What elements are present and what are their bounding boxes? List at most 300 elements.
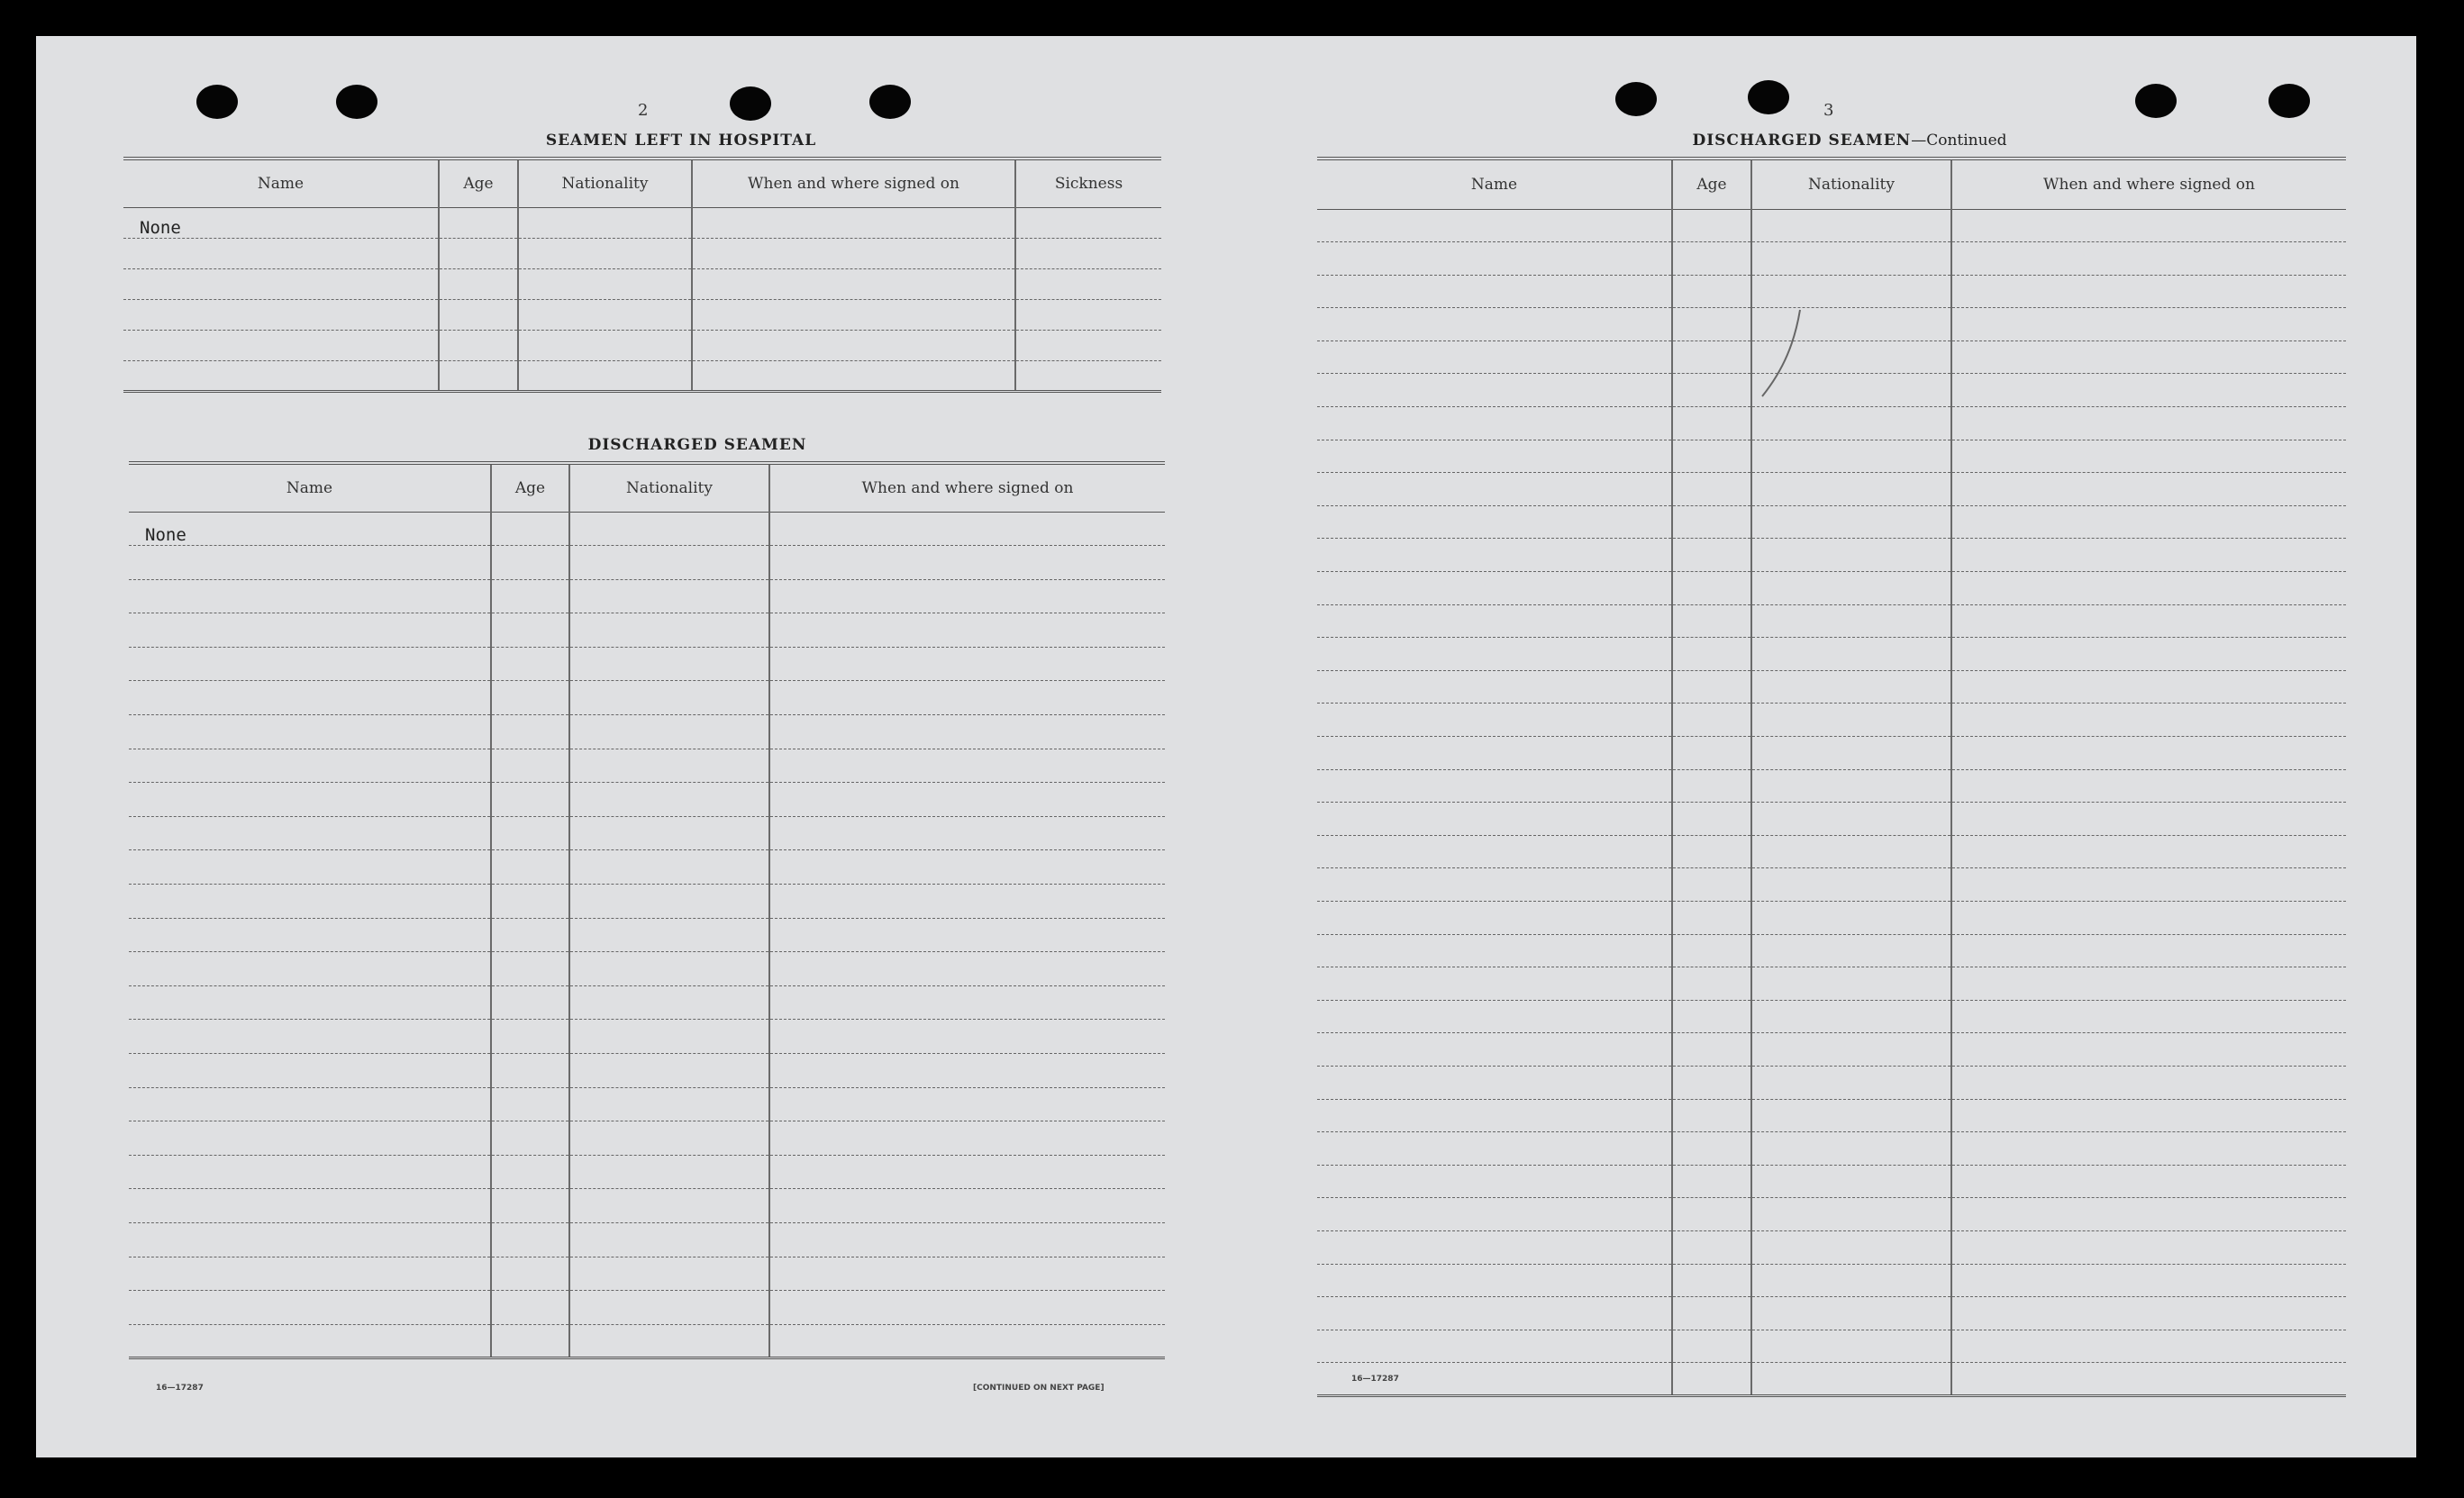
table-cell <box>1015 299 1161 330</box>
table-cell <box>439 299 518 330</box>
table-cell <box>1317 1132 1672 1166</box>
table-cell <box>1672 505 1751 539</box>
table-cell <box>129 1054 491 1088</box>
table-cell <box>769 749 1165 783</box>
table-cell <box>491 647 569 681</box>
table-cell <box>769 1222 1165 1257</box>
table-cell <box>1951 868 2346 902</box>
table-cell <box>1751 1000 1951 1033</box>
table-cell <box>491 1222 569 1257</box>
continued-col-age: Age <box>1672 159 1751 209</box>
table-cell <box>129 681 491 715</box>
table-cell <box>1951 901 2346 934</box>
binder-hole <box>2269 84 2310 118</box>
table-cell <box>491 749 569 783</box>
table-cell <box>129 985 491 1020</box>
table-cell <box>769 1189 1165 1223</box>
table-cell <box>491 816 569 850</box>
table-cell <box>1751 670 1951 704</box>
table-cell <box>518 268 692 299</box>
continued-section-title <box>1507 132 2192 150</box>
pencil-mark <box>1757 306 1811 405</box>
table-row <box>129 1291 1165 1325</box>
table-row <box>1317 1066 2346 1099</box>
table-cell <box>569 1291 769 1325</box>
table-cell <box>1672 275 1751 308</box>
table-cell <box>1317 473 1672 506</box>
table-cell <box>1317 440 1672 473</box>
table-cell <box>491 681 569 715</box>
hospital-section-title: SEAMEN LEFT IN HOSPITAL <box>545 132 817 150</box>
table-row <box>123 268 1161 299</box>
table-cell <box>123 299 439 330</box>
table-cell <box>569 1020 769 1054</box>
table-cell <box>1317 374 1672 407</box>
table-cell <box>769 613 1165 648</box>
table-cell <box>1751 539 1951 572</box>
table-row <box>1317 374 2346 407</box>
table-cell <box>1317 901 1672 934</box>
table-cell <box>769 1155 1165 1189</box>
table-cell <box>1951 670 2346 704</box>
hospital-col-nationality: Nationality <box>518 159 692 207</box>
table-cell <box>491 1291 569 1325</box>
table-cell <box>1751 704 1951 737</box>
table-row <box>1317 1330 2346 1363</box>
table-row <box>1317 868 2346 902</box>
continued-col-signed-on: When and where signed on <box>1951 159 2346 209</box>
table-cell <box>1672 308 1751 341</box>
table-row <box>129 1324 1165 1358</box>
table-cell <box>569 885 769 919</box>
table-cell <box>1951 473 2346 506</box>
table-cell <box>1672 967 1751 1001</box>
table-row <box>123 299 1161 330</box>
table-cell <box>1751 1033 1951 1067</box>
table-row <box>1317 209 2346 242</box>
table-row <box>129 885 1165 919</box>
left-page-number: 2 <box>638 101 649 120</box>
table-row <box>1317 1165 2346 1198</box>
table-cell <box>1751 505 1951 539</box>
hospital-col-name: Name <box>123 159 439 207</box>
table-cell <box>569 647 769 681</box>
table-cell <box>129 546 491 580</box>
table-cell <box>769 985 1165 1020</box>
table-cell <box>569 816 769 850</box>
table-row <box>1317 1132 2346 1166</box>
table-cell <box>769 850 1165 885</box>
table-row <box>129 647 1165 681</box>
table-cell <box>1672 1198 1751 1231</box>
table-row <box>1317 1297 2346 1330</box>
table-cell <box>129 918 491 952</box>
table-cell <box>1751 1099 1951 1132</box>
table-cell <box>1951 340 2346 374</box>
table-row <box>129 1121 1165 1156</box>
table-row <box>1317 505 2346 539</box>
table-cell <box>439 360 518 391</box>
table-cell <box>1672 1000 1751 1033</box>
table-cell <box>769 1324 1165 1358</box>
table-row <box>1317 803 2346 836</box>
table-cell <box>569 985 769 1020</box>
table-cell <box>569 715 769 749</box>
table-cell <box>129 613 491 648</box>
table-cell <box>1951 1000 2346 1033</box>
table-row <box>129 816 1165 850</box>
table-cell <box>1951 505 2346 539</box>
table-cell <box>129 952 491 986</box>
table-cell <box>491 715 569 749</box>
table-row <box>1317 638 2346 671</box>
table-row <box>1317 1099 2346 1132</box>
table-cell <box>1317 638 1672 671</box>
table-cell <box>129 1222 491 1257</box>
table-cell <box>518 360 692 391</box>
table-cell <box>129 1020 491 1054</box>
table-row <box>1317 934 2346 967</box>
table-cell <box>1317 803 1672 836</box>
table-cell <box>1317 1165 1672 1198</box>
table-cell <box>1951 275 2346 308</box>
table-row <box>129 850 1165 885</box>
table-cell <box>1751 407 1951 440</box>
table-cell <box>1951 737 2346 770</box>
table-cell <box>1317 704 1672 737</box>
table-cell <box>491 1324 569 1358</box>
table-cell <box>769 816 1165 850</box>
table-cell <box>1672 242 1751 276</box>
table-cell <box>1951 539 2346 572</box>
table-cell <box>1951 704 2346 737</box>
table-cell <box>518 330 692 360</box>
hospital-col-signed-on: When and where signed on <box>692 159 1015 207</box>
binder-hole <box>1748 80 1789 114</box>
table-row <box>129 918 1165 952</box>
table-cell <box>569 850 769 885</box>
table-cell <box>1951 1230 2346 1264</box>
table-cell <box>1672 1033 1751 1067</box>
table-cell <box>491 952 569 986</box>
table-cell <box>1672 1363 1751 1396</box>
table-cell <box>1317 308 1672 341</box>
table-cell <box>491 1189 569 1223</box>
table-cell <box>1672 440 1751 473</box>
table-cell <box>569 1222 769 1257</box>
table-cell <box>1672 803 1751 836</box>
table-row <box>129 783 1165 817</box>
continued-title-suffix: —Continued <box>1911 132 2007 150</box>
table-row <box>129 749 1165 783</box>
table-row <box>1317 901 2346 934</box>
table-row <box>129 1189 1165 1223</box>
table-cell <box>1317 967 1672 1001</box>
hospital-col-age: Age <box>439 159 518 207</box>
table-cell <box>1751 1363 1951 1396</box>
table-cell <box>569 1324 769 1358</box>
table-cell <box>569 613 769 648</box>
table-cell <box>1751 604 1951 638</box>
table-cell <box>1317 505 1672 539</box>
left-form-number: 16—17287 <box>156 1384 204 1393</box>
table-cell <box>1751 1198 1951 1231</box>
table-cell <box>1751 1264 1951 1297</box>
table-cell <box>439 330 518 360</box>
table-cell <box>1951 572 2346 605</box>
table-cell <box>491 546 569 580</box>
table-cell <box>1951 1033 2346 1067</box>
table-cell <box>439 238 518 268</box>
table-row <box>129 681 1165 715</box>
table-row <box>1317 1198 2346 1231</box>
table-cell <box>1317 539 1672 572</box>
table-row <box>129 613 1165 648</box>
table-cell <box>1015 330 1161 360</box>
table-cell <box>491 1121 569 1156</box>
table-cell <box>769 1087 1165 1121</box>
table-cell <box>491 1257 569 1291</box>
table-cell <box>491 783 569 817</box>
discharged-section-title: DISCHARGED SEAMEN <box>587 436 807 454</box>
table-cell: None <box>129 512 491 546</box>
table-cell <box>1672 670 1751 704</box>
table-cell <box>518 207 692 238</box>
table-cell <box>1751 901 1951 934</box>
table-row <box>129 952 1165 986</box>
table-cell <box>1672 868 1751 902</box>
table-cell <box>1317 835 1672 868</box>
table-cell <box>769 783 1165 817</box>
table-cell <box>1951 1297 2346 1330</box>
table-row <box>1317 440 2346 473</box>
table-cell <box>129 579 491 613</box>
table-cell <box>769 681 1165 715</box>
table-cell <box>569 1257 769 1291</box>
table-row <box>129 1054 1165 1088</box>
table-cell <box>1672 704 1751 737</box>
table-cell <box>569 1121 769 1156</box>
table-row <box>1317 1000 2346 1033</box>
table-cell <box>1317 242 1672 276</box>
table-cell <box>569 1189 769 1223</box>
table-cell <box>1951 967 2346 1001</box>
table-cell <box>1672 1099 1751 1132</box>
table-cell <box>1751 638 1951 671</box>
table-cell <box>129 885 491 919</box>
table-cell: None <box>123 207 439 238</box>
table-cell <box>1751 440 1951 473</box>
table-row <box>1317 1363 2346 1396</box>
table-cell <box>1672 604 1751 638</box>
table-cell <box>1951 803 2346 836</box>
table-row <box>129 512 1165 546</box>
table-cell <box>569 749 769 783</box>
hospital-table <box>123 157 1161 393</box>
table-cell <box>1317 572 1672 605</box>
table-cell <box>1951 638 2346 671</box>
table-cell <box>1751 1297 1951 1330</box>
table-cell <box>129 1087 491 1121</box>
table-row <box>1317 670 2346 704</box>
table-cell <box>491 918 569 952</box>
table-row <box>1317 275 2346 308</box>
table-row <box>129 579 1165 613</box>
table-cell <box>769 952 1165 986</box>
table-cell <box>1317 868 1672 902</box>
table-cell <box>569 546 769 580</box>
table-cell <box>1317 407 1672 440</box>
table-cell <box>1672 374 1751 407</box>
binder-hole <box>1615 82 1657 116</box>
table-cell <box>123 268 439 299</box>
table-cell <box>1317 340 1672 374</box>
table-cell <box>769 512 1165 546</box>
table-row <box>123 360 1161 391</box>
discharged-col-age: Age <box>491 463 569 512</box>
continued-col-nationality: Nationality <box>1751 159 1951 209</box>
discharged-table <box>129 461 1165 1359</box>
table-cell <box>569 918 769 952</box>
ledger-sheet <box>36 36 2416 1457</box>
table-cell <box>1317 275 1672 308</box>
table-cell <box>1672 769 1751 803</box>
table-cell <box>1317 1066 1672 1099</box>
table-row <box>123 330 1161 360</box>
table-cell <box>1951 934 2346 967</box>
table-cell <box>1751 1230 1951 1264</box>
table-cell <box>692 299 1015 330</box>
table-cell <box>1951 1264 2346 1297</box>
table-cell <box>569 1155 769 1189</box>
table-cell <box>1951 1165 2346 1198</box>
table-cell <box>569 783 769 817</box>
table-cell <box>1672 209 1751 242</box>
table-row <box>123 207 1161 238</box>
table-cell <box>129 1189 491 1223</box>
table-cell <box>1015 268 1161 299</box>
table-cell <box>1317 1330 1672 1363</box>
table-cell <box>1015 238 1161 268</box>
table-row <box>129 1020 1165 1054</box>
table-cell <box>129 1155 491 1189</box>
right-page-number: 3 <box>1823 101 1834 120</box>
table-cell <box>692 360 1015 391</box>
table-cell <box>1951 1066 2346 1099</box>
table-cell <box>129 1121 491 1156</box>
table-cell <box>518 238 692 268</box>
table-cell <box>769 579 1165 613</box>
table-cell <box>129 647 491 681</box>
discharged-col-name: Name <box>129 463 491 512</box>
table-cell <box>569 1087 769 1121</box>
table-cell <box>1951 374 2346 407</box>
table-cell <box>1317 604 1672 638</box>
binder-hole <box>2135 84 2177 118</box>
table-row <box>1317 604 2346 638</box>
table-cell <box>491 1155 569 1189</box>
table-cell <box>1317 934 1672 967</box>
table-cell <box>1317 769 1672 803</box>
table-row <box>129 1257 1165 1291</box>
table-cell <box>1751 769 1951 803</box>
table-cell <box>1751 1165 1951 1198</box>
table-cell <box>1672 638 1751 671</box>
table-cell <box>769 546 1165 580</box>
table-cell <box>123 330 439 360</box>
table-cell <box>1751 803 1951 836</box>
table-cell <box>1672 737 1751 770</box>
table-row <box>129 1155 1165 1189</box>
table-cell <box>692 238 1015 268</box>
table-cell <box>491 985 569 1020</box>
table-row <box>123 238 1161 268</box>
table-cell <box>1951 1099 2346 1132</box>
continued-note: [CONTINUED ON NEXT PAGE] <box>973 1384 1105 1393</box>
table-cell <box>1951 835 2346 868</box>
table-cell <box>1951 769 2346 803</box>
table-cell <box>1015 360 1161 391</box>
table-cell <box>1951 1132 2346 1166</box>
table-cell <box>1672 539 1751 572</box>
table-cell <box>1317 1000 1672 1033</box>
continued-col-name: Name <box>1317 159 1672 209</box>
table-cell <box>769 918 1165 952</box>
table-cell <box>129 816 491 850</box>
table-cell <box>769 647 1165 681</box>
table-cell <box>769 715 1165 749</box>
table-cell <box>491 579 569 613</box>
table-cell <box>1317 1264 1672 1297</box>
table-cell <box>1672 340 1751 374</box>
table-cell <box>1951 308 2346 341</box>
table-cell <box>1672 1230 1751 1264</box>
table-row <box>1317 473 2346 506</box>
table-cell <box>518 299 692 330</box>
table-cell <box>123 360 439 391</box>
table-cell <box>1751 275 1951 308</box>
table-cell <box>1015 207 1161 238</box>
table-cell <box>1951 1330 2346 1363</box>
binder-hole <box>196 85 238 119</box>
table-cell <box>569 952 769 986</box>
table-cell <box>129 783 491 817</box>
table-cell <box>1317 1033 1672 1067</box>
table-row <box>1317 340 2346 374</box>
table-cell <box>1751 737 1951 770</box>
table-row <box>129 985 1165 1020</box>
table-cell <box>1317 1099 1672 1132</box>
table-row <box>129 1222 1165 1257</box>
table-cell <box>769 1054 1165 1088</box>
hospital-col-sickness: Sickness <box>1015 159 1161 207</box>
table-cell <box>129 1257 491 1291</box>
continued-title-main: DISCHARGED SEAMEN <box>1692 132 1912 150</box>
table-cell <box>491 1054 569 1088</box>
table-cell <box>491 512 569 546</box>
table-cell <box>1751 572 1951 605</box>
table-cell <box>1317 1230 1672 1264</box>
right-form-number: 16—17287 <box>1351 1375 1399 1384</box>
table-cell <box>692 207 1015 238</box>
table-cell <box>1751 835 1951 868</box>
table-cell <box>1317 1297 1672 1330</box>
discharged-col-nationality: Nationality <box>569 463 769 512</box>
table-row <box>1317 737 2346 770</box>
table-cell <box>569 681 769 715</box>
table-row <box>1317 539 2346 572</box>
table-cell <box>769 1257 1165 1291</box>
